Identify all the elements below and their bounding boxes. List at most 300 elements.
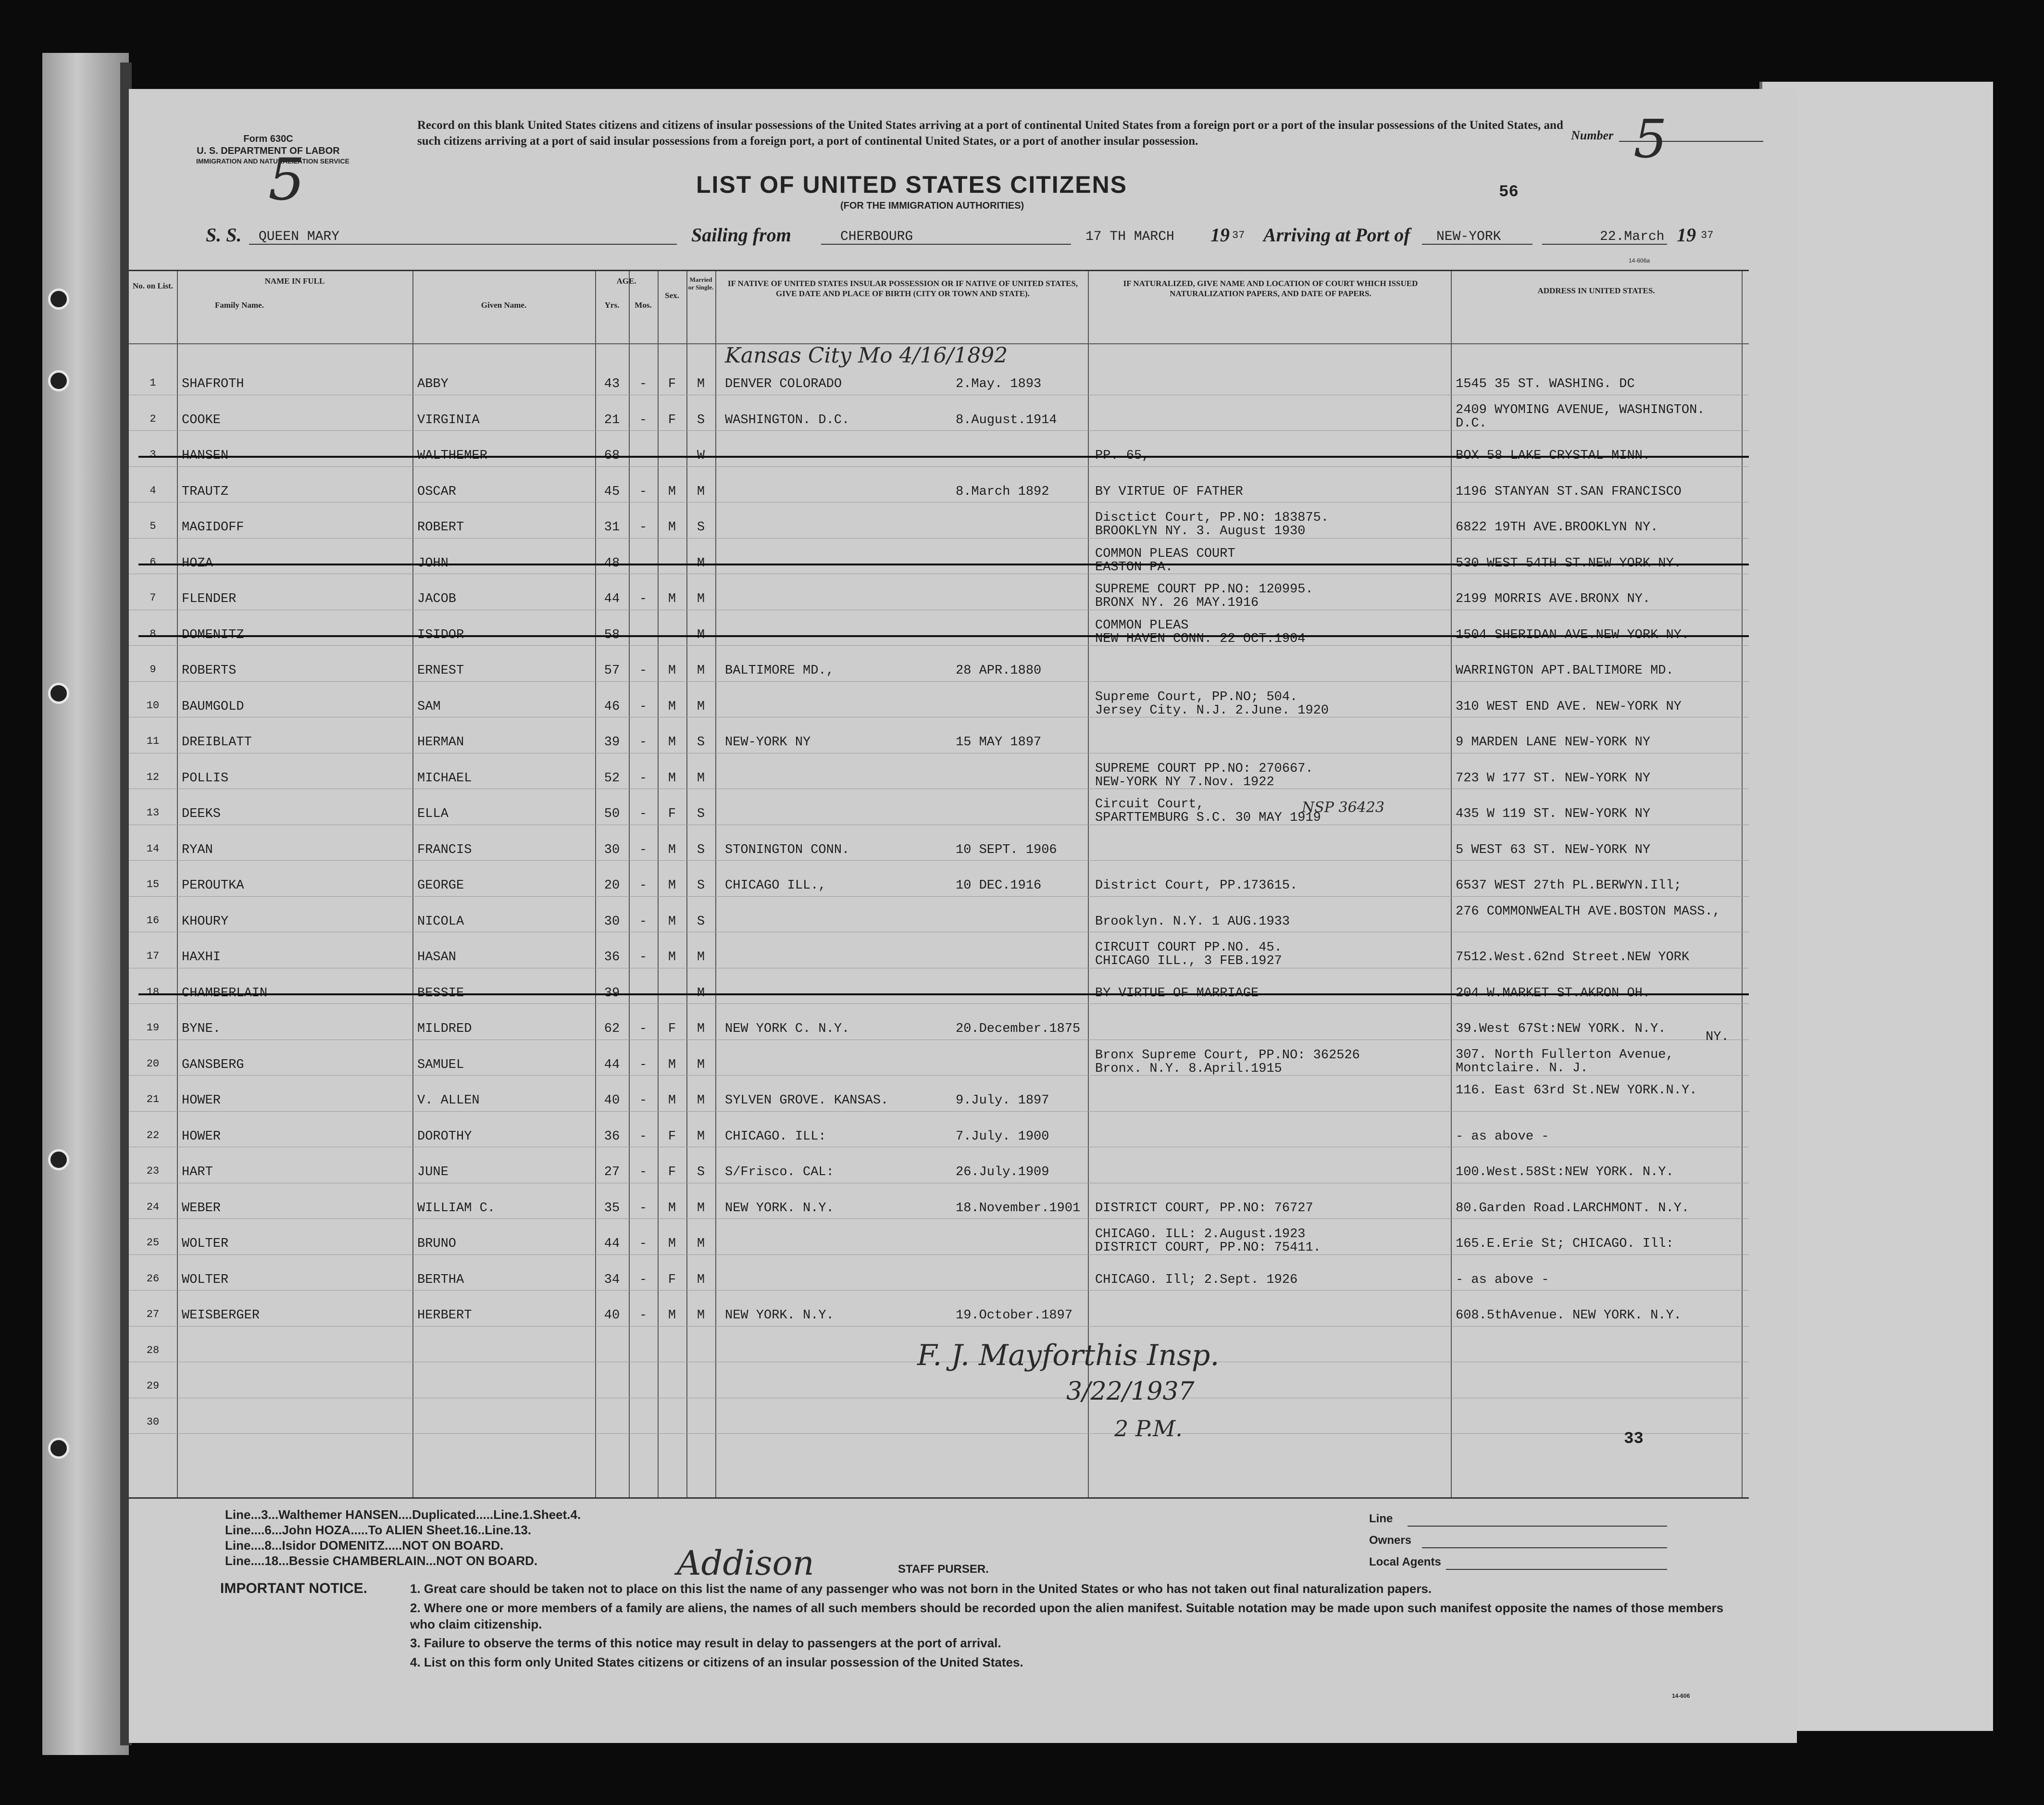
cell-sex: M bbox=[668, 1201, 676, 1216]
cell-family: HOWER bbox=[182, 1129, 221, 1144]
inspector-signature: F. J. Mayforthis Insp. bbox=[917, 1339, 1220, 1372]
cell-ms: M bbox=[697, 771, 705, 786]
cell-family: DEEKS bbox=[182, 807, 221, 821]
cell-ms: S bbox=[697, 842, 705, 857]
year-2: 37 bbox=[1701, 229, 1714, 241]
cell-addr: - as above - bbox=[1456, 1272, 1549, 1287]
cell-no: 1 bbox=[150, 377, 156, 389]
cell-addr: 6537 WEST 27th PL.BERWYN.Ill; bbox=[1456, 878, 1682, 893]
cell-birth-place: CHICAGO ILL., bbox=[725, 878, 826, 893]
column-rule bbox=[595, 271, 596, 1497]
cell-nat1: Supreme Court, PP.NO; 504. bbox=[1095, 689, 1298, 704]
cell-mos: - bbox=[639, 1057, 648, 1072]
cell-family: FLENDER bbox=[182, 592, 237, 606]
cell-addr: 307. North Fullerton Avenue, Montclaire. N. J. bbox=[1456, 1047, 1674, 1076]
cell-given: JUNE bbox=[417, 1165, 449, 1179]
column-rule bbox=[412, 271, 413, 1497]
cell-nat2: CHICAGO ILL., 3 FEB.1927 bbox=[1095, 954, 1282, 968]
row-rule bbox=[129, 1326, 1749, 1327]
cell-ms: M bbox=[697, 950, 705, 965]
cell-given: ELLA bbox=[417, 807, 449, 821]
cell-addr: 1196 STANYAN ST.SAN FRANCISCO bbox=[1456, 484, 1682, 499]
cell-ms: M bbox=[697, 1022, 705, 1036]
cell-family: MAGIDOFF bbox=[182, 520, 244, 535]
cell-nat2: BRONX NY. 26 MAY.1916 bbox=[1095, 596, 1259, 610]
cell-ms: M bbox=[697, 664, 705, 678]
cell-mos: - bbox=[639, 1308, 648, 1323]
column-rule bbox=[715, 271, 716, 1497]
cell-addr: 116. East 63rd St.NEW YORK.N.Y. bbox=[1456, 1083, 1697, 1098]
cell-given: BRUNO bbox=[417, 1237, 457, 1251]
cell-family: BYNE. bbox=[182, 1022, 221, 1036]
cell-sex: M bbox=[668, 735, 676, 750]
cell-birth-place: CHICAGO. ILL: bbox=[725, 1129, 826, 1144]
cell-given: VIRGINIA bbox=[417, 413, 480, 427]
cell-no: 28 bbox=[146, 1344, 160, 1356]
cell-mos: - bbox=[639, 1272, 648, 1287]
cell-addr: 100.West.58St:NEW YORK. N.Y. bbox=[1456, 1165, 1674, 1179]
cell-family: WOLTER bbox=[182, 1272, 229, 1287]
cell-mos: - bbox=[639, 1093, 648, 1108]
cell-ms: S bbox=[697, 735, 705, 750]
row-rule bbox=[129, 896, 1749, 897]
cell-sex: M bbox=[668, 1057, 676, 1072]
port-from: CHERBOURG bbox=[840, 229, 913, 244]
cell-given: HERMAN bbox=[417, 735, 464, 750]
service-name: IMMIGRATION AND NATURALIZATION SERVICE bbox=[196, 157, 349, 165]
number-label: Number bbox=[1571, 128, 1614, 142]
cell-mos: - bbox=[639, 807, 648, 821]
cell-family: COOKE bbox=[182, 413, 221, 427]
cell-birth-date: 26.July.1909 bbox=[956, 1165, 1049, 1179]
port-to: NEW-YORK bbox=[1436, 229, 1501, 244]
address-header: ADDRESS IN UNITED STATES. bbox=[1537, 286, 1655, 295]
cell-birth-place: NEW-YORK NY bbox=[725, 735, 811, 750]
column-rule bbox=[1451, 271, 1452, 1497]
cell-no: 15 bbox=[146, 878, 160, 890]
cell-family: TRAUTZ bbox=[182, 484, 229, 499]
cell-age: 34 bbox=[604, 1272, 620, 1287]
cell-addr: 9 MARDEN LANE NEW-YORK NY bbox=[1456, 735, 1651, 750]
cell-ms: W bbox=[697, 449, 705, 463]
cell-nat2: NEW-YORK NY 7.Nov. 1922 bbox=[1095, 775, 1274, 790]
binder-hole bbox=[48, 1438, 69, 1459]
row-rule bbox=[129, 681, 1749, 682]
cell-addr: 7512.West.62nd Street.NEW YORK bbox=[1456, 950, 1690, 965]
cell-addr: BOX 58 LAKE CRYSTAL MINN. bbox=[1456, 449, 1651, 463]
cell-family: HAXHI bbox=[182, 950, 221, 965]
cell-family: WEBER bbox=[182, 1201, 221, 1216]
cell-given: SAMUEL bbox=[417, 1057, 464, 1072]
column-rule bbox=[686, 271, 687, 1497]
cell-no: 9 bbox=[150, 664, 156, 676]
cell-family: SHAFROTH bbox=[182, 377, 244, 391]
cell-birth-place: NEW YORK. N.Y. bbox=[725, 1308, 834, 1323]
cell-addr: 39.West 67St:NEW YORK. N.Y. bbox=[1456, 1022, 1666, 1036]
cell-family: DOMENITZ bbox=[182, 627, 244, 642]
cell-nat1: SUPREME COURT PP.NO: 120995. bbox=[1095, 582, 1313, 597]
cell-age: 36 bbox=[604, 1129, 620, 1144]
family-name-header: Family Name. bbox=[215, 301, 264, 310]
cell-addr: 204 W.MARKET ST.AKRON OH. bbox=[1456, 986, 1651, 1001]
cell-age: 44 bbox=[604, 1237, 620, 1251]
cell-addr: 6822 19TH AVE.BROOKLYN NY. bbox=[1456, 520, 1658, 535]
cell-nat1: CHICAGO. ILL: 2.August.1923 bbox=[1095, 1227, 1306, 1241]
cell-given: NICOLA bbox=[417, 914, 464, 929]
cell-ms: S bbox=[697, 878, 705, 893]
cell-age: 20 bbox=[604, 878, 620, 893]
cell-ms: M bbox=[697, 556, 705, 571]
cell-no: 12 bbox=[146, 771, 160, 783]
footer-line-note: Line...3...Walthemer HANSEN....Duplicated.....Line.1.Sheet.4. bbox=[225, 1507, 581, 1522]
cell-no: 24 bbox=[146, 1201, 160, 1213]
cell-nat2: EASTON PA. bbox=[1095, 560, 1173, 575]
page-code: 56 bbox=[1499, 183, 1519, 201]
cell-nat1: COMMON PLEAS COURT bbox=[1095, 546, 1235, 561]
cell-age: 36 bbox=[604, 950, 620, 965]
row-rule bbox=[129, 1003, 1749, 1004]
cell-given: HERBERT bbox=[417, 1308, 472, 1323]
cell-no: 30 bbox=[146, 1416, 160, 1428]
cell-family: WEISBERGER bbox=[182, 1308, 260, 1323]
voyage-line bbox=[206, 224, 1744, 248]
cell-nat2: NEW HAVEN CONN. 22 OCT.1904 bbox=[1095, 631, 1306, 646]
cell-ms: M bbox=[697, 627, 705, 642]
cell-no: 19 bbox=[146, 1022, 160, 1034]
cell-age: 45 bbox=[604, 484, 620, 499]
naturalization-header: IF NATURALIZED, GIVE NAME AND LOCATION OF COURT WHICH ISSUED NATURALIZATION PAPERS, AND DATE OF PAPERS. bbox=[1123, 279, 1418, 299]
cell-nat1: PP. 65, bbox=[1095, 449, 1150, 463]
row-rule bbox=[129, 1290, 1749, 1291]
row-rule bbox=[129, 645, 1749, 646]
cell-no: 20 bbox=[146, 1057, 160, 1070]
cell-ms: M bbox=[697, 1272, 705, 1287]
inspector-date: 3/22/1937 bbox=[1066, 1377, 1195, 1406]
cell-sex: F bbox=[668, 377, 676, 391]
cell-sex: M bbox=[668, 699, 676, 714]
cell-no: 4 bbox=[150, 484, 156, 497]
owners-field bbox=[1422, 1547, 1667, 1548]
cell-birth-place: STONINGTON CONN. bbox=[725, 842, 850, 857]
cell-family: GANSBERG bbox=[182, 1057, 244, 1072]
cell-addr: 310 WEST END AVE. NEW-YORK NY bbox=[1456, 699, 1682, 714]
cell-no: 2 bbox=[150, 413, 156, 425]
cell-family: HOWER bbox=[182, 1093, 221, 1108]
cell-addr: 276 COMMONWEALTH AVE.BOSTON MASS., bbox=[1456, 904, 1720, 919]
cell-no: 6 bbox=[150, 556, 156, 568]
cell-addr: 530 WEST 54TH ST.NEW YORK NY. bbox=[1456, 556, 1682, 571]
cell-given: JACOB bbox=[417, 592, 457, 606]
cell-mos: - bbox=[639, 377, 648, 391]
cell-birth-place: NEW YORK. N.Y. bbox=[725, 1201, 834, 1216]
agents-field bbox=[1446, 1569, 1667, 1570]
cell-birth-date: 28 APR.1880 bbox=[956, 664, 1042, 678]
strike-through-line bbox=[138, 635, 1749, 637]
arriving-label: Arriving at Port of bbox=[1263, 224, 1410, 246]
cell-family: ROBERTS bbox=[182, 664, 237, 678]
row-rule bbox=[129, 1111, 1749, 1112]
cell-sex: F bbox=[668, 1165, 676, 1179]
cell-ms: M bbox=[697, 592, 705, 606]
cell-given: OSCAR bbox=[417, 484, 457, 499]
name-header bbox=[177, 276, 412, 286]
cell-age: 58 bbox=[604, 627, 620, 642]
cell-mos: - bbox=[639, 735, 648, 750]
cell-mos: - bbox=[639, 771, 648, 786]
cell-given: GEORGE bbox=[417, 878, 464, 893]
cell-addr: 2199 MORRIS AVE.BRONX NY. bbox=[1456, 592, 1651, 606]
owners-label: Owners bbox=[1369, 1534, 1412, 1547]
cell-ms: M bbox=[697, 1237, 705, 1251]
cell-addr: 2409 WYOMING AVENUE, WASHINGTON. D.C. bbox=[1456, 402, 1705, 431]
row-rule bbox=[129, 860, 1749, 861]
cell-nat2: Bronx. N.Y. 8.April.1915 bbox=[1095, 1061, 1282, 1076]
cell-birth-place: WASHINGTON. D.C. bbox=[725, 413, 850, 427]
cell-given: V. ALLEN bbox=[417, 1093, 480, 1108]
footer bbox=[129, 1498, 1797, 1743]
cell-nat1: Bronx Supreme Court, PP.NO: 362526 bbox=[1095, 1048, 1360, 1063]
cell-family: KHOURY bbox=[182, 914, 229, 929]
cell-age: 31 bbox=[604, 520, 620, 535]
cell-sex: F bbox=[668, 1022, 676, 1036]
page-title: LIST OF UNITED STATES CITIZENS bbox=[696, 171, 1128, 198]
cell-ms: M bbox=[697, 699, 705, 714]
cell-birth-place: DENVER COLORADO bbox=[725, 377, 842, 391]
cell-given: MILDRED bbox=[417, 1022, 472, 1036]
cell-no: 17 bbox=[146, 950, 160, 962]
cell-birth-date: 19.October.1897 bbox=[956, 1308, 1073, 1323]
cell-mos: - bbox=[639, 1022, 648, 1036]
cell-birth-place: SYLVEN GROVE. KANSAS. bbox=[725, 1093, 889, 1108]
cell-ms: M bbox=[697, 1057, 705, 1072]
agents-label: Local Agents bbox=[1369, 1555, 1441, 1568]
cell-mos: - bbox=[639, 950, 648, 965]
cell-no: 23 bbox=[146, 1165, 160, 1177]
cell-nat1: DISTRICT COURT, PP.NO: 76727 bbox=[1095, 1201, 1313, 1216]
cell-ms: M bbox=[697, 1201, 705, 1216]
cell-age: 39 bbox=[604, 735, 620, 750]
cell-no: 27 bbox=[146, 1308, 160, 1320]
cell-ms: S bbox=[697, 413, 705, 427]
strike-through-line bbox=[138, 564, 1749, 565]
column-rule bbox=[1742, 271, 1743, 1497]
cell-family: BAUMGOLD bbox=[182, 699, 244, 714]
cell-sex: M bbox=[668, 771, 676, 786]
footer-line-note: Line....6...John HOZA.....To ALIEN Sheet.16..Line.13. bbox=[225, 1523, 532, 1537]
footer-line-note: Line....8...Isidor DOMENITZ.....NOT ON BOARD. bbox=[225, 1538, 504, 1553]
form-code: 14-606 bbox=[1672, 1692, 1690, 1699]
row1-annotation: Kansas City Mo 4/16/1892 bbox=[725, 343, 1008, 368]
cell-sex: M bbox=[668, 950, 676, 965]
cell-nat1: District Court, PP.173615. bbox=[1095, 878, 1298, 893]
cell-family: DREIBLATT bbox=[182, 735, 252, 750]
cell-addr: 1545 35 ST. WASHING. DC bbox=[1456, 377, 1635, 391]
row-rule bbox=[129, 466, 1749, 467]
given-name-header: Given Name. bbox=[481, 301, 527, 310]
cell-nat1: Circuit Court, bbox=[1095, 797, 1204, 812]
cell-age: 39 bbox=[604, 986, 620, 1001]
cell-mos: - bbox=[639, 520, 648, 535]
cell-age: 62 bbox=[604, 1022, 620, 1036]
cell-nat2: Jersey City. N.J. 2.June. 1920 bbox=[1095, 703, 1329, 718]
row-rule bbox=[129, 1218, 1749, 1219]
cell-sex: M bbox=[668, 484, 676, 499]
year-prefix-2: 19 bbox=[1677, 224, 1696, 246]
row-rule bbox=[129, 538, 1749, 539]
binder-hole bbox=[48, 683, 69, 704]
cell-addr: 723 W 177 ST. NEW-YORK NY bbox=[1456, 771, 1651, 786]
cell-sex: F bbox=[668, 1129, 676, 1144]
ship-name: QUEEN MARY bbox=[259, 229, 340, 244]
ss-label: S. S. bbox=[206, 224, 242, 246]
cell-age: 35 bbox=[604, 1201, 620, 1216]
sail-date: 17 TH MARCH bbox=[1085, 229, 1174, 244]
cell-sex: M bbox=[668, 592, 676, 606]
cell-age: 50 bbox=[604, 807, 620, 821]
cell-sex: M bbox=[668, 842, 676, 857]
cell-ms: M bbox=[697, 986, 705, 1001]
cell-ms: M bbox=[697, 1129, 705, 1144]
cell-addr: 435 W 119 ST. NEW-YORK NY bbox=[1456, 807, 1651, 821]
passenger-table bbox=[129, 270, 1749, 1499]
cell-mos: - bbox=[639, 1237, 648, 1251]
cell-age: 30 bbox=[604, 842, 620, 857]
cell-age: 52 bbox=[604, 771, 620, 786]
cell-nat1: BY VIRTUE OF MARRIAGE bbox=[1095, 986, 1259, 1001]
cell-ms: S bbox=[697, 1165, 705, 1179]
footer-line-note: Line....18...Bessie CHAMBERLAIN...NOT ON BOARD. bbox=[225, 1554, 538, 1568]
cell-addr: 608.5thAvenue. NEW YORK. N.Y. bbox=[1456, 1308, 1682, 1323]
cell-mos: - bbox=[639, 1165, 648, 1179]
cell-no: 25 bbox=[146, 1237, 160, 1249]
cell-mos: - bbox=[639, 592, 648, 606]
row-rule bbox=[129, 1254, 1749, 1255]
cell-ms: M bbox=[697, 484, 705, 499]
mos-header: Mos. bbox=[635, 301, 652, 310]
cell-given: JOHN bbox=[417, 556, 449, 571]
cell-nat2: BROOKLYN NY. 3. August 1930 bbox=[1095, 524, 1306, 539]
binder-hole bbox=[48, 288, 69, 310]
handwritten-number: 5 bbox=[268, 147, 305, 213]
cell-no: 7 bbox=[150, 592, 156, 604]
cell-sex: M bbox=[668, 1308, 676, 1323]
column-rule bbox=[629, 271, 630, 1497]
cell-age: 40 bbox=[604, 1308, 620, 1323]
cell-no: 26 bbox=[146, 1272, 160, 1285]
form-instructions: Record on this blank United States citizens and citizens of insular possessions of the United States arriving at a port of continental United States from a foreign port or a port of the insular possessions of the United States, and such citizens arriving at a port of said insular possessions from a foreign port, a port of continental United States, or a port of another insular possession. bbox=[417, 119, 1563, 148]
cell-no: 11 bbox=[146, 735, 160, 747]
cell-nat1: CIRCUIT COURT PP.NO. 45. bbox=[1095, 940, 1282, 955]
cell-given: FRANCIS bbox=[417, 842, 472, 857]
notice-item: 2. Where one or more members of a family are aliens, the names of all such members should be recorded upon the alien manifest. Suitable notation may be made upon such manifest opposite the names of those members who claim citizenship. bbox=[410, 1601, 1724, 1631]
cell-nat2: DISTRICT COURT, PP.NO: 75411. bbox=[1095, 1241, 1321, 1255]
binder-hole bbox=[48, 1149, 69, 1170]
cell-no: 21 bbox=[146, 1093, 160, 1105]
cell-birth-date: 9.July. 1897 bbox=[956, 1093, 1049, 1108]
print-code: 14-606a bbox=[1629, 257, 1650, 264]
notice-heading: IMPORTANT NOTICE. bbox=[220, 1580, 368, 1596]
cell-no: 29 bbox=[146, 1380, 160, 1392]
birth-header: IF NATIVE OF UNITED STATES INSULAR POSSESSION OR IF NATIVE OF UNITED STATES, GIVE DATE AND PLACE OF BIRTH (CITY OR TOWN AND STATE). bbox=[727, 279, 1078, 299]
cell-nat1: BY VIRTUE OF FATHER bbox=[1095, 484, 1243, 499]
cell-nat1: SUPREME COURT PP.NO: 270667. bbox=[1095, 761, 1313, 776]
cell-no: 10 bbox=[146, 699, 160, 712]
row16-address-extra: NY. bbox=[1706, 1030, 1729, 1044]
cell-no: 16 bbox=[146, 914, 160, 927]
cell-given: BERTHA bbox=[417, 1272, 464, 1287]
cell-age: 30 bbox=[604, 914, 620, 929]
name-full-header: NAME IN FULL bbox=[264, 276, 325, 286]
cell-sex: M bbox=[668, 878, 676, 893]
cell-age: 68 bbox=[604, 449, 620, 463]
cell-age: 21 bbox=[604, 413, 620, 427]
cell-family: HART bbox=[182, 1165, 213, 1179]
cell-family: CHAMBERLAIN bbox=[182, 986, 268, 1001]
row-rule bbox=[129, 430, 1749, 431]
cell-given: MICHAEL bbox=[417, 771, 472, 786]
cell-given: ABBY bbox=[417, 377, 449, 391]
department-name: U. S. DEPARTMENT OF LABOR bbox=[197, 146, 340, 156]
row-rule bbox=[129, 1433, 1749, 1434]
cell-sex: M bbox=[668, 1237, 676, 1251]
strike-through-line bbox=[138, 456, 1749, 458]
cell-given: WILLIAM C. bbox=[417, 1201, 496, 1216]
cell-given: ROBERT bbox=[417, 520, 464, 535]
purser-signature: Addison bbox=[677, 1543, 814, 1583]
cell-ms: M bbox=[697, 1308, 705, 1323]
cell-family: PEROUTKA bbox=[182, 878, 244, 893]
cell-family: HOZA bbox=[182, 556, 213, 571]
cell-age: 48 bbox=[604, 556, 620, 571]
cell-ms: M bbox=[697, 1093, 705, 1108]
cell-no: 14 bbox=[146, 842, 160, 855]
cell-no: 22 bbox=[146, 1129, 160, 1141]
manifest-sheet bbox=[129, 89, 1797, 1743]
cell-given: ERNEST bbox=[417, 664, 464, 678]
cell-mos: - bbox=[639, 484, 648, 499]
purser-title: STAFF PURSER. bbox=[898, 1563, 989, 1576]
cell-mos: - bbox=[639, 1129, 648, 1144]
cell-sex: F bbox=[668, 413, 676, 427]
cell-birth-place: BALTIMORE MD., bbox=[725, 664, 834, 678]
marital-header: Married or Single. bbox=[688, 276, 714, 291]
cell-ms: M bbox=[697, 377, 705, 391]
cell-given: DOROTHY bbox=[417, 1129, 472, 1144]
page-total: 33 bbox=[1624, 1430, 1644, 1448]
cell-birth-date: 7.July. 1900 bbox=[956, 1129, 1049, 1144]
no-header: No. on List. bbox=[132, 281, 174, 290]
line-label: Line bbox=[1369, 1512, 1393, 1525]
notice-item: 3. Failure to observe the terms of this notice may result in delay to passengers at the port of arrival. bbox=[410, 1636, 1001, 1650]
notice-item: 4. List on this form only United States citizens or citizens of an insular possession of the United States. bbox=[410, 1655, 1023, 1669]
column-rule bbox=[658, 271, 659, 1497]
sailing-label: Sailing from bbox=[691, 224, 791, 246]
cell-birth-place: S/Frisco. CAL: bbox=[725, 1165, 834, 1179]
cell-sex: M bbox=[668, 520, 676, 535]
cell-addr: 5 WEST 63 ST. NEW-YORK NY bbox=[1456, 842, 1651, 857]
cell-addr: 165.E.Erie St; CHICAGO. Ill: bbox=[1456, 1237, 1674, 1251]
line-field bbox=[1408, 1526, 1667, 1527]
strike-through-line bbox=[138, 993, 1749, 995]
sex-header: Sex. bbox=[665, 291, 679, 300]
column-rule bbox=[1088, 271, 1089, 1497]
age-header: AGE. bbox=[616, 276, 636, 286]
cell-birth-date: 18.November.1901 bbox=[956, 1201, 1081, 1216]
cell-age: 27 bbox=[604, 1165, 620, 1179]
cell-addr: 1504 SHERIDAN AVE.NEW YORK NY. bbox=[1456, 627, 1690, 642]
page-subtitle: (FOR THE IMMIGRATION AUTHORITIES) bbox=[840, 201, 1024, 211]
cell-given: HASAN bbox=[417, 950, 457, 965]
